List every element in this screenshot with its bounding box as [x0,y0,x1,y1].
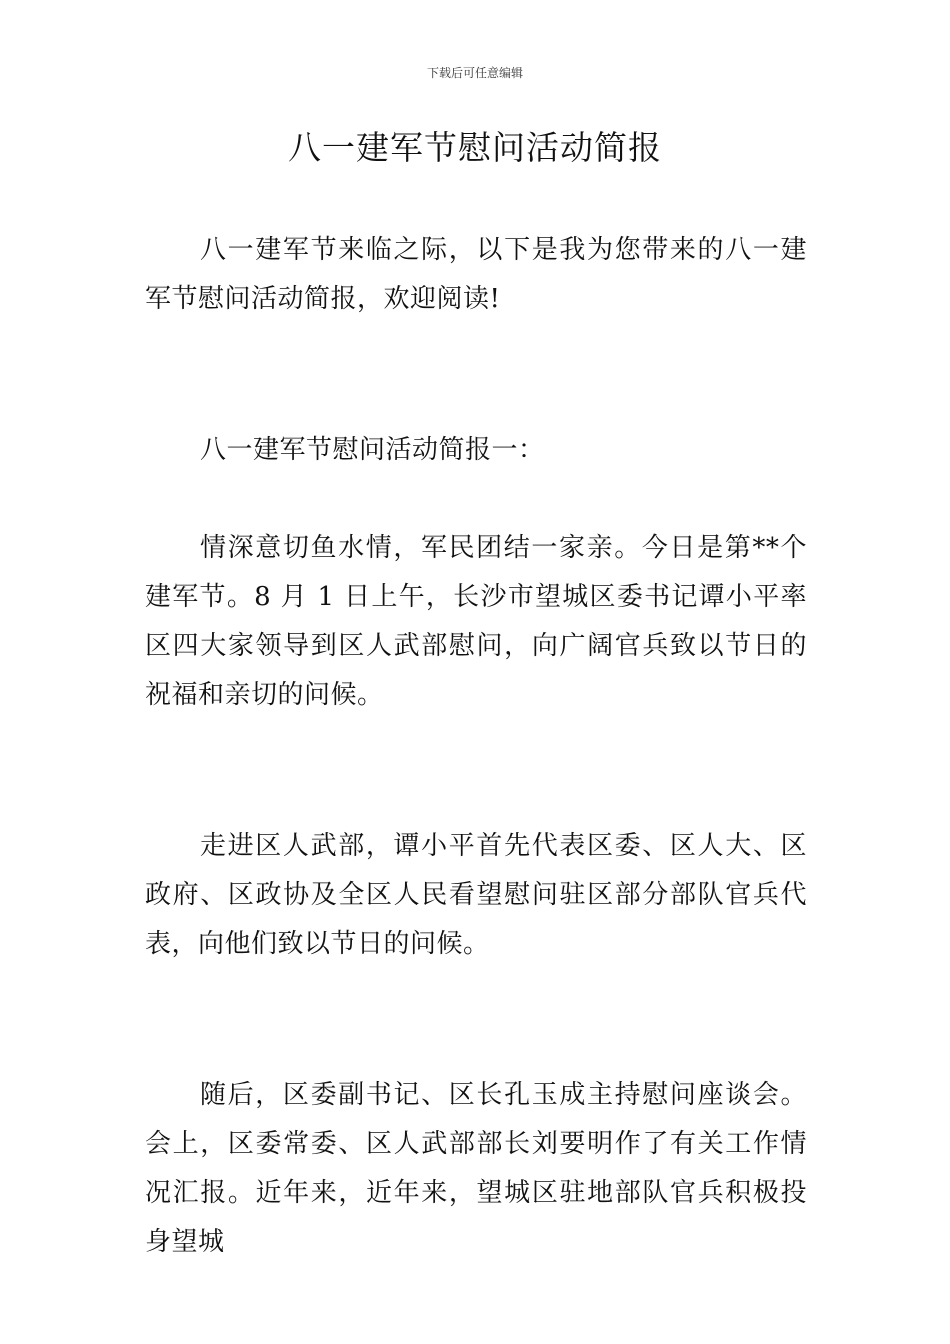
intro-paragraph: 八一建军节来临之际，以下是我为您带来的八一建军节慰问活动简报，欢迎阅读! [145,235,807,314]
body-paragraph: 情深意切鱼水情，军民团结一家亲。今日是第**个建军节。8 月 1 日上午，长沙市望城区委书记谭小平率区四大家领导到区人武部慰问，向广阔官兵致以节日的祝福和亲切的问候。 [145,533,807,710]
section-heading: 八一建军节慰问活动简报一： [200,435,545,465]
page-header-note: 下载后可任意编辑 [426,66,523,80]
body-paragraph: 走进区人武部，谭小平首先代表区委、区人大、区政府、区政协及全区人民看望慰问驻区部分部队官兵代表，向他们致以节日的问候。 [145,831,807,959]
document-title: 八一建军节慰问活动简报 [288,128,662,167]
body-paragraph: 随后，区委副书记、区长孔玉成主持慰问座谈会。会上，区委常委、区人武部部长刘要明作了有关工作情况汇报。近年来，近年来，望城区驻地部队官兵积极投身望城 [145,1080,807,1257]
